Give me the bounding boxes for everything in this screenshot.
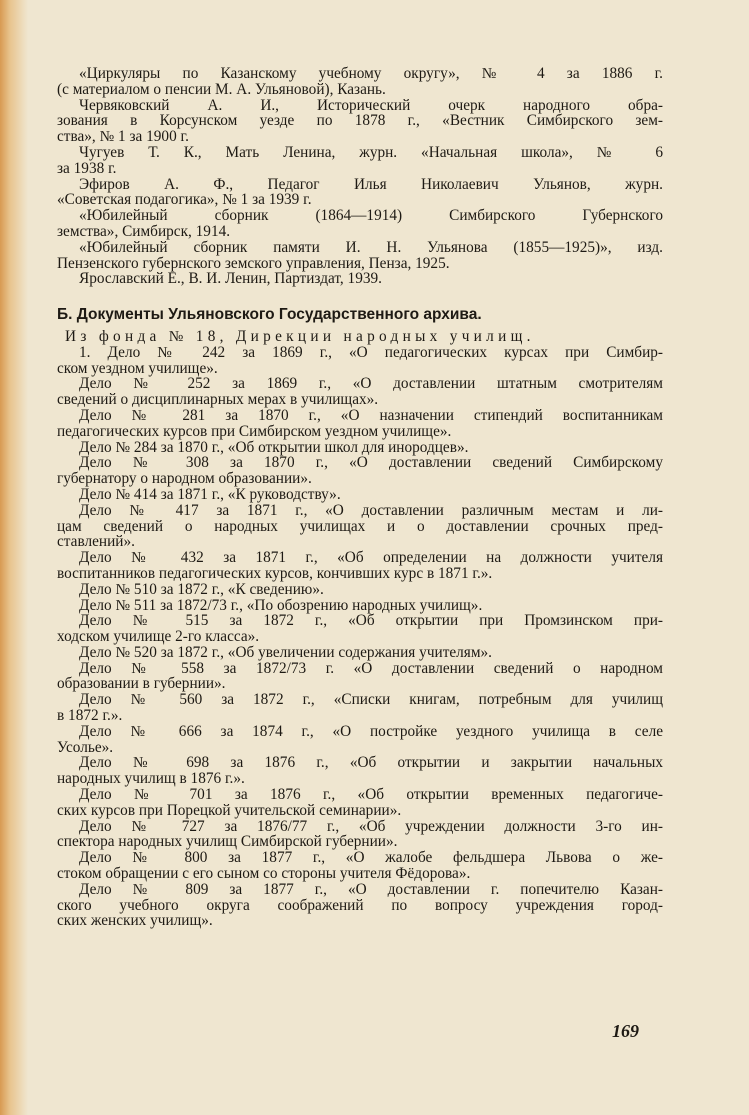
archive-case-line: Дело № 701 за 1876 г., «Об открытии временных педагогиче- (79, 786, 663, 804)
archive-case-line: ских курсов при Порецкой учительской семинарии». (57, 801, 402, 819)
page-edge (0, 0, 28, 1115)
bibliography-entry (57, 98, 663, 145)
archive-case-line: Дело № 698 за 1876 г., «Об открытии и закрытии начальных (79, 754, 663, 772)
archive-case-line: ставлений». (57, 533, 135, 551)
bibliography-entry-line: «Юбилейный сборник памяти И. Н. Ульянова (1855—1925)», изд. (79, 238, 663, 256)
archive-case (57, 661, 663, 693)
archive-case-line: ходском училище 2-го класса». (57, 628, 260, 646)
archive-case-line: ских женских училищ». (57, 912, 213, 930)
archive-case-line: цам сведений о народных училищах и о доставлении срочных пред- (57, 517, 663, 535)
archive-case (57, 819, 663, 851)
archive-case (57, 408, 663, 440)
archive-case (57, 724, 663, 756)
bibliography-entry (57, 208, 663, 240)
archive-case-line: Дело № 727 за 1876/77 г., «Об учреждении должности 3-го ин- (79, 817, 663, 835)
bibliography-entry (57, 66, 663, 98)
bibliography-entry-line: Чугуев Т. К., Мать Ленина, журн. «Начальная школа», № 6 (79, 143, 663, 161)
archive-case (57, 550, 663, 582)
bibliography-entry-line: «Юбилейный сборник (1864—1914) Симбирского Губернского (79, 207, 663, 225)
page-text (57, 66, 663, 929)
bibliography-entry-line: Пензенского губернского земского управления, Пенза, 1925. (57, 254, 450, 272)
archive-case-line: губернатору о народном образовании». (57, 470, 312, 488)
bibliography-entry (57, 177, 663, 209)
archive-case (57, 440, 663, 456)
bibliography-entry-line: (с материалом о пенсии М. А. Ульяновой), Казань. (57, 80, 386, 98)
archive-case (57, 376, 663, 408)
archive-case (57, 613, 663, 645)
archive-case-line: воспитанников педагогических курсов, кончивших курс в 1871 г.». (57, 564, 493, 582)
archive-case (57, 598, 663, 614)
bibliography-entry-line: за 1938 г. (57, 159, 117, 177)
archive-case-line: Дело № 308 за 1870 г., «О доставлении сведений Симбирскому (79, 454, 663, 472)
archive-case-line: Дело № 417 за 1871 г., «О доставлении различным местам и ли- (79, 501, 663, 519)
archive-case (57, 503, 663, 550)
archive-case-line: Дело № 809 за 1877 г., «О доставлении г. попечителю Казан- (79, 880, 663, 898)
section-heading: Б. Документы Ульяновского Государственного архива. (57, 306, 482, 324)
bibliography-entry (57, 271, 663, 287)
archive-case-line: Дело № 666 за 1874 г., «О постройке уездного училища в селе (79, 722, 663, 740)
archive-case (57, 645, 663, 661)
archive-case-line: Дело № 510 за 1872 г., «К сведению». (79, 580, 324, 598)
archive-case-line: Дело № 558 за 1872/73 г. «О доставлении сведений о народном (79, 659, 663, 677)
archive-case-list (57, 345, 663, 929)
archive-case-line: в 1872 г.». (57, 707, 123, 725)
archive-case-line: Дело № 281 за 1870 г., «О назначении стипендий воспитанникам (79, 406, 663, 424)
archive-case-line: Дело № 520 за 1872 г., «Об увеличении содержания учителям». (79, 643, 492, 661)
archive-case-line: ского учебного округа соображений по вопросу учреждения город- (57, 896, 663, 914)
archive-case (57, 487, 663, 503)
bibliography-entry-line: зования в Корсунском уезде по 1878 г., «Вестник Симбирского зем- (57, 112, 663, 130)
archive-case-line: Дело № 414 за 1871 г., «К руководству». (79, 485, 341, 503)
bibliography-entry-line: «Советская подагогика», № 1 за 1939 г. (57, 191, 312, 209)
page-number: 169 (612, 1021, 639, 1041)
bibliography-entry-line: ства», № 1 за 1900 г. (57, 128, 189, 146)
archive-case-line: Дело № 515 за 1872 г., «Об открытии при Промзинском при- (79, 612, 663, 630)
bibliography-list (57, 66, 663, 287)
archive-case-line: Дело № 800 за 1877 г., «О жалобе фельдшера Львова о же- (79, 849, 663, 867)
fund-line: Из фонда № 18, Дирекции народных училищ. (65, 327, 535, 345)
bibliography-entry-line: Ярославский Е., В. И. Ленин, Партиздат, 1939. (79, 270, 382, 288)
archive-case (57, 755, 663, 787)
archive-case-line: 1. Дело № 242 за 1869 г., «О педагогических курсах при Симбир- (79, 343, 663, 361)
archive-case-line: педагогических курсов при Симбирском уездном училище». (57, 422, 452, 440)
archive-case (57, 345, 663, 377)
archive-case-line: Дело № 284 за 1870 г., «Об открытии школ для инородцев». (79, 438, 469, 456)
archive-case (57, 882, 663, 929)
archive-case-line: Дело № 432 за 1871 г., «Об определении на должности учителя (79, 549, 663, 567)
bibliography-entry (57, 145, 663, 177)
archive-case-line: спектора народных училищ Симбирской губернии». (57, 833, 398, 851)
bibliography-entry-line: Эфиров А. Ф., Педагог Илья Николаевич Ульянов, журн. (79, 175, 663, 193)
archive-case-line: народных училищ в 1876 г.». (57, 770, 245, 788)
archive-case (57, 582, 663, 598)
archive-case (57, 787, 663, 819)
archive-case-line: образовании в губернии». (57, 675, 226, 693)
archive-case-line: Усолье». (57, 738, 114, 756)
bibliography-entry-line: «Циркуляры по Казанскому учебному округу», № 4 за 1886 г. (79, 65, 663, 82)
archive-case-line: Дело № 560 за 1872 г., «Списки книгам, потребным для училищ (79, 691, 663, 709)
archive-case-line: стоком обращении с его сыном со стороны учителя Фёдорова». (57, 865, 471, 883)
archive-case-line: ском уездном училище». (57, 359, 218, 377)
bibliography-entry-line: Червяковский А. И., Исторический очерк народного обра- (79, 96, 663, 114)
archive-case (57, 455, 663, 487)
archive-case (57, 692, 663, 724)
archive-case-line: Дело № 511 за 1872/73 г., «По обозрению народных училищ». (79, 596, 483, 614)
archive-case (57, 850, 663, 882)
bibliography-entry-line: земства», Симбирск, 1914. (57, 222, 231, 240)
archive-case-line: сведений о дисциплинарных мерах в училищах». (57, 391, 379, 409)
bibliography-entry (57, 240, 663, 272)
archive-case-line: Дело № 252 за 1869 г., «О доставлении штатным смотрителям (79, 375, 663, 393)
